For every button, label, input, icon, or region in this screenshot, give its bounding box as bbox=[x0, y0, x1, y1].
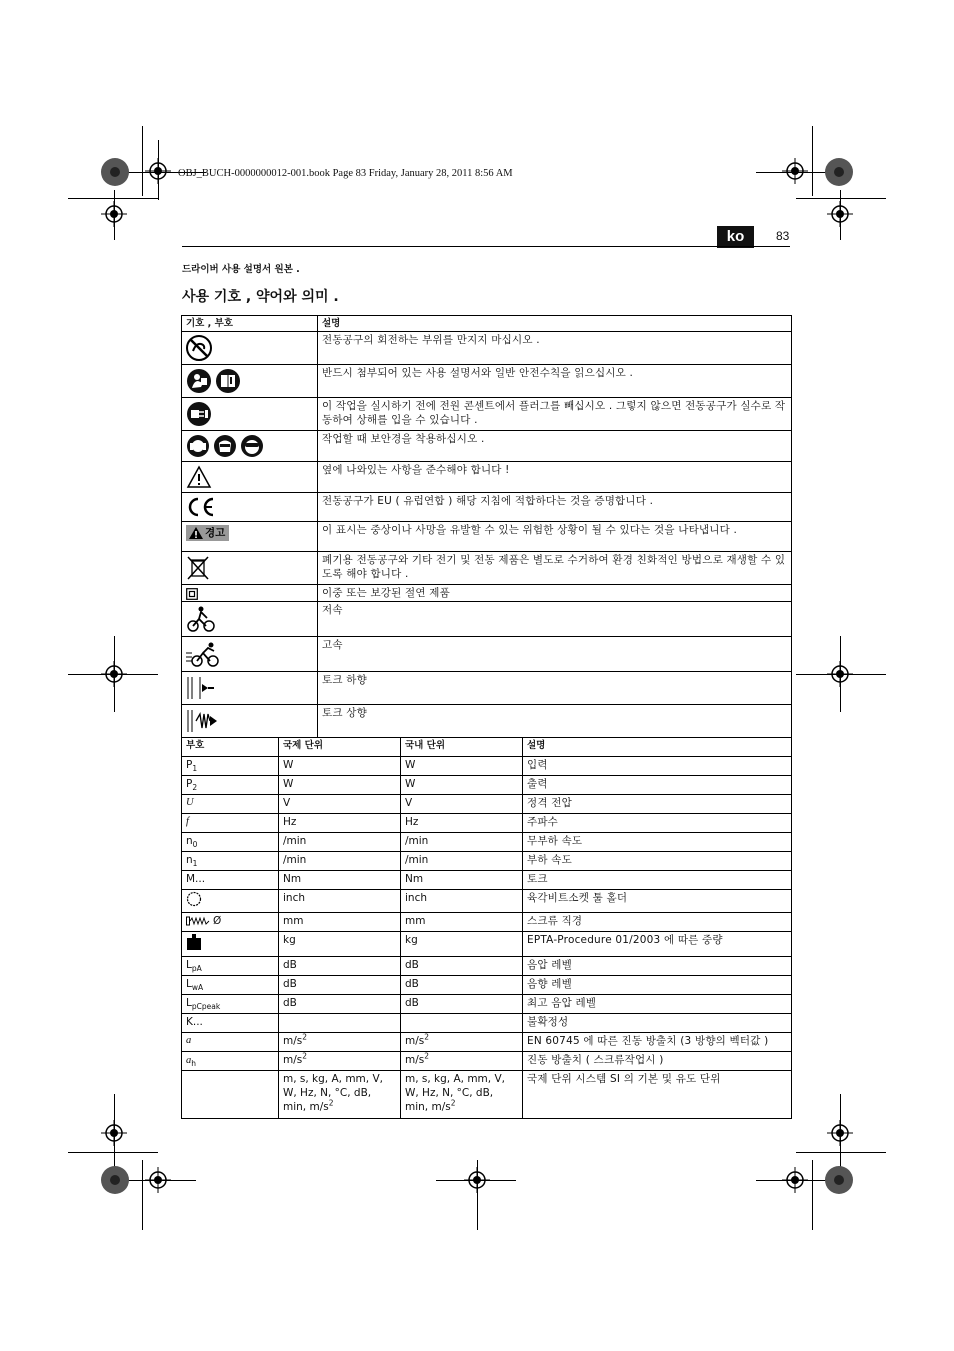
table-row bbox=[182, 705, 792, 738]
weight-icon bbox=[186, 933, 202, 951]
national-unit-cell: mm bbox=[401, 913, 523, 932]
column-header-meaning: 설명 bbox=[318, 316, 792, 332]
ear-protection-icon bbox=[186, 434, 210, 458]
language-badge: ko bbox=[717, 226, 754, 248]
intl-unit-cell: mm bbox=[279, 913, 401, 932]
meaning-cell: 입력 bbox=[523, 757, 792, 776]
face-shield-icon bbox=[213, 434, 237, 458]
registration-mark-icon bbox=[827, 1120, 853, 1146]
document-note: 드라이버 사용 설명서 원본 . bbox=[182, 264, 300, 275]
symbol-description: 옆에 나와있는 사항을 준수해야 합니다 ! bbox=[318, 462, 792, 493]
warning-badge-icon bbox=[186, 525, 229, 541]
table-row bbox=[182, 833, 792, 852]
page-number: 83 bbox=[776, 229, 790, 243]
intl-unit-cell: dB bbox=[279, 976, 401, 995]
meaning-cell: 국제 단위 시스템 SI 의 기본 및 유도 단위 bbox=[523, 1071, 792, 1119]
registration-mark-icon bbox=[464, 1167, 490, 1193]
meaning-cell: 출력 bbox=[523, 776, 792, 795]
meaning-cell: 진동 방출치 ( 스크류작업시 ) bbox=[523, 1052, 792, 1071]
intl-unit-cell: m, s, kg, A, mm, V, W, Hz, N, °C, dB, min, $m/s^2$ bbox=[279, 1071, 401, 1119]
page-title: 사용 기호 , 약어와 의미 . bbox=[182, 289, 339, 305]
meaning-cell: 음압 레벨 bbox=[523, 957, 792, 976]
table-row bbox=[182, 913, 792, 932]
symbol-cell: $n_0$ bbox=[182, 833, 279, 852]
symbol-description: 고속 bbox=[318, 637, 792, 672]
symbol-cell: $P_1$ bbox=[182, 757, 279, 776]
intl-unit-cell: W bbox=[279, 776, 401, 795]
national-unit-cell: /min bbox=[401, 833, 523, 852]
national-unit-cell: $m/s^2$ bbox=[401, 1052, 523, 1071]
meaning-cell: 스크류 직경 bbox=[523, 913, 792, 932]
meaning-cell: 음향 레벨 bbox=[523, 976, 792, 995]
national-unit-cell: dB bbox=[401, 957, 523, 976]
symbol-description: 저속 bbox=[318, 602, 792, 637]
registration-mark-icon bbox=[827, 201, 853, 227]
intl-unit-cell: Hz bbox=[279, 814, 401, 833]
table-row bbox=[182, 637, 792, 672]
unplug-icon bbox=[186, 401, 212, 427]
symbol-cell: $L_{pA}$ bbox=[182, 957, 279, 976]
table-row bbox=[182, 493, 792, 522]
symbol-description: 이중 또는 보강된 절연 제품 bbox=[318, 585, 792, 602]
registration-mark-icon bbox=[782, 1167, 808, 1193]
national-unit-cell: V bbox=[401, 795, 523, 814]
warning-triangle-icon bbox=[186, 465, 212, 489]
national-unit-cell: Nm bbox=[401, 871, 523, 890]
table-row bbox=[182, 814, 792, 833]
manual-book-icon bbox=[215, 368, 241, 394]
symbol-description: 토크 상향 bbox=[318, 705, 792, 738]
meaning-cell: EN 60745 에 따른 진동 방출치 (3 방향의 벡터값 ) bbox=[523, 1033, 792, 1052]
symbol-cell: M... bbox=[182, 871, 279, 890]
table-row bbox=[182, 1071, 792, 1119]
symbol-cell bbox=[182, 932, 279, 957]
column-header-symbol: 기호 , 부호 bbox=[182, 316, 318, 332]
registration-mark-icon bbox=[101, 661, 127, 687]
table-row bbox=[182, 332, 792, 365]
ce-mark-icon bbox=[186, 496, 216, 518]
table-row bbox=[182, 976, 792, 995]
column-header-symbol: 부호 bbox=[182, 738, 279, 757]
table-row bbox=[182, 1014, 792, 1033]
registration-mark-icon bbox=[145, 158, 171, 184]
symbol-description: 전동공구의 회전하는 부위를 만지지 마십시오 . bbox=[318, 332, 792, 365]
table-row bbox=[182, 365, 792, 398]
symbol-cell bbox=[182, 890, 279, 913]
national-unit-cell: dB bbox=[401, 995, 523, 1014]
meaning-cell: EPTA-Procedure 01/2003 에 따른 중량 bbox=[523, 932, 792, 957]
intl-unit-cell: $m/s^2$ bbox=[279, 1052, 401, 1071]
table-row bbox=[182, 585, 792, 602]
torque-low-icon bbox=[186, 675, 216, 701]
symbol-description: 이 작업을 실시하기 전에 전원 콘센트에서 플러그를 빼십시오 . 그렇지 않으면 전동공구가 실수로 작동하여 상해를 입을 수 있습니다 . bbox=[318, 398, 792, 431]
symbol-cell: Ø bbox=[182, 913, 279, 932]
registration-mark-icon bbox=[782, 158, 808, 184]
symbol-description: 전동공구가 EU ( 유럽연합 ) 해당 지침에 적합하다는 것을 증명합니다 . bbox=[318, 493, 792, 522]
slow-bicycle-icon bbox=[186, 605, 216, 633]
no-touch-rotating-icon bbox=[186, 335, 212, 361]
table-header-row bbox=[182, 316, 792, 332]
table-row bbox=[182, 890, 792, 913]
registration-mark-icon bbox=[827, 661, 853, 687]
national-unit-cell: m, s, kg, A, mm, V, W, Hz, N, °C, dB, min, $m/s^2$ bbox=[401, 1071, 523, 1119]
table-row bbox=[182, 757, 792, 776]
symbol-cell: f bbox=[182, 814, 279, 833]
symbol-description: 반드시 첨부되어 있는 사용 설명서와 일반 안전수칙을 읽으십시오 . bbox=[318, 365, 792, 398]
national-unit-cell: W bbox=[401, 757, 523, 776]
national-unit-cell bbox=[401, 1014, 523, 1033]
registration-mark-icon bbox=[101, 1120, 127, 1146]
table-row bbox=[182, 795, 792, 814]
symbol-cell bbox=[182, 1071, 279, 1119]
symbol-cell: K... bbox=[182, 1014, 279, 1033]
national-unit-cell: Hz bbox=[401, 814, 523, 833]
table-row bbox=[182, 398, 792, 431]
double-insulation-icon bbox=[186, 588, 198, 600]
table-row bbox=[182, 431, 792, 462]
meaning-cell: 토크 bbox=[523, 871, 792, 890]
national-unit-cell: W bbox=[401, 776, 523, 795]
national-unit-cell: inch bbox=[401, 890, 523, 913]
symbol-description: 이 표시는 중상이나 사망을 유발할 수 있는 위험한 상황이 될 수 있다는 것을 나타냅니다 . bbox=[318, 522, 792, 552]
table-row bbox=[182, 602, 792, 637]
symbol-cell: $a_h$ bbox=[182, 1052, 279, 1071]
column-header-intl-unit: 국제 단위 bbox=[279, 738, 401, 757]
torque-high-icon bbox=[186, 708, 220, 734]
intl-unit-cell: /min bbox=[279, 852, 401, 871]
book-info-line: OBJ_BUCH-0000000012-001.book Page 83 Friday, January 28, 2011 8:56 AM bbox=[178, 168, 513, 179]
registration-mark-icon bbox=[824, 157, 854, 187]
symbol-description: 토크 하향 bbox=[318, 672, 792, 705]
national-unit-cell: kg bbox=[401, 932, 523, 957]
national-unit-cell: dB bbox=[401, 976, 523, 995]
intl-unit-cell: /min bbox=[279, 833, 401, 852]
table-row bbox=[182, 672, 792, 705]
read-manual-person-icon bbox=[186, 368, 212, 394]
intl-unit-cell: inch bbox=[279, 890, 401, 913]
meaning-cell: 최고 음압 레벨 bbox=[523, 995, 792, 1014]
meaning-cell: 부하 속도 bbox=[523, 852, 792, 871]
intl-unit-cell: V bbox=[279, 795, 401, 814]
crossed-bin-icon bbox=[186, 555, 210, 581]
column-header-national-unit: 국내 단위 bbox=[401, 738, 523, 757]
table-row bbox=[182, 776, 792, 795]
table-row bbox=[182, 1033, 792, 1052]
symbol-cell: U bbox=[182, 795, 279, 814]
intl-unit-cell: Nm bbox=[279, 871, 401, 890]
table-header-row bbox=[182, 738, 792, 757]
intl-unit-cell: $m/s^2$ bbox=[279, 1033, 401, 1052]
intl-unit-cell: kg bbox=[279, 932, 401, 957]
table-row bbox=[182, 957, 792, 976]
meaning-cell: 정격 전압 bbox=[523, 795, 792, 814]
table-row bbox=[182, 932, 792, 957]
hex-socket-icon bbox=[186, 891, 202, 907]
intl-unit-cell: W bbox=[279, 757, 401, 776]
registration-mark-icon bbox=[100, 157, 130, 187]
warning-badge-label: 경고 bbox=[205, 527, 226, 539]
meaning-cell: 육각비트소켓 툴 홀더 bbox=[523, 890, 792, 913]
goggles-icon bbox=[240, 434, 264, 458]
table-row bbox=[182, 995, 792, 1014]
table-row bbox=[182, 552, 792, 585]
symbol-cell: $P_2$ bbox=[182, 776, 279, 795]
registration-mark-icon bbox=[101, 201, 127, 227]
symbol-cell: $L_{wA}$ bbox=[182, 976, 279, 995]
table-row bbox=[182, 852, 792, 871]
table-row bbox=[182, 522, 792, 552]
header-divider bbox=[182, 246, 790, 247]
symbol-description: 작업할 때 보안경을 착용하십시오 . bbox=[318, 431, 792, 462]
meaning-cell: 불확정성 bbox=[523, 1014, 792, 1033]
national-unit-cell: $m/s^2$ bbox=[401, 1033, 523, 1052]
symbol-cell: $n_1$ bbox=[182, 852, 279, 871]
symbol-cell: $L_{pCpeak}$ bbox=[182, 995, 279, 1014]
symbols-table bbox=[181, 315, 792, 738]
units-table bbox=[181, 737, 792, 1119]
meaning-cell: 무부하 속도 bbox=[523, 833, 792, 852]
table-row bbox=[182, 462, 792, 493]
registration-mark-icon bbox=[100, 1165, 130, 1195]
registration-mark-icon bbox=[145, 1167, 171, 1193]
table-row bbox=[182, 1052, 792, 1071]
intl-unit-cell bbox=[279, 1014, 401, 1033]
national-unit-cell: /min bbox=[401, 852, 523, 871]
intl-unit-cell: dB bbox=[279, 995, 401, 1014]
symbol-cell: a bbox=[182, 1033, 279, 1052]
column-header-meaning: 설명 bbox=[523, 738, 792, 757]
registration-mark-icon bbox=[824, 1165, 854, 1195]
meaning-cell: 주파수 bbox=[523, 814, 792, 833]
fast-bicycle-icon bbox=[186, 640, 220, 668]
screw-diameter-icon bbox=[186, 916, 210, 926]
symbol-description: 폐기용 전동공구와 기타 전기 및 전동 제품은 별도로 수거하여 환경 친화적인 방법으로 재생할 수 있도록 해야 합니다 . bbox=[318, 552, 792, 585]
intl-unit-cell: dB bbox=[279, 957, 401, 976]
table-row bbox=[182, 871, 792, 890]
